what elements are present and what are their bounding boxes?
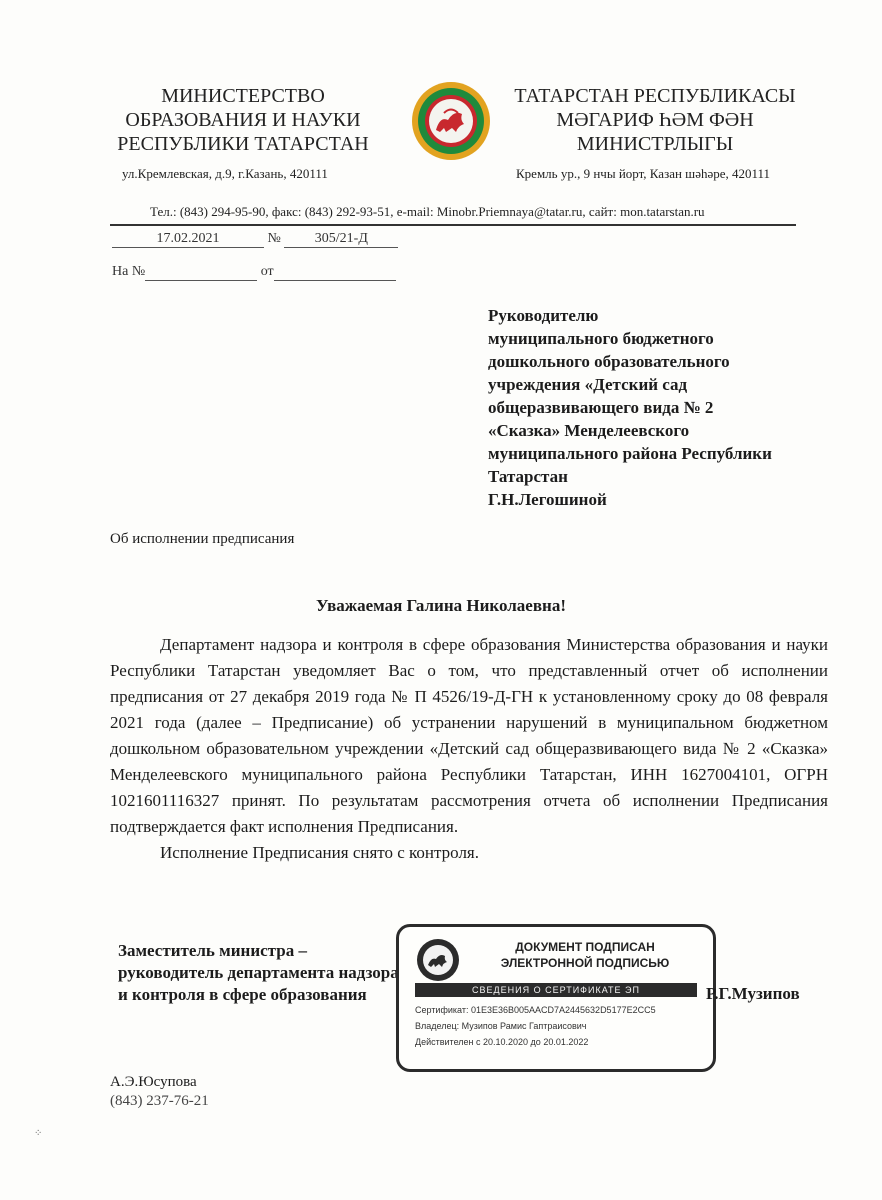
executor-name: А.Э.Юсупова [110,1074,197,1090]
stamp-title-line: ДОКУМЕНТ ПОДПИСАН [515,940,655,954]
electronic-signature-stamp [396,924,716,1072]
signatory-title-line: Заместитель министра – [118,941,307,960]
reply-date-blank [274,264,396,281]
body-paragraph: Исполнение Предписания снято с контроля. [160,843,479,862]
reply-row [112,264,396,281]
ministry-name-ru-line: ОБРАЗОВАНИЯ И НАУКИ [125,109,361,131]
signatory-title-line: и контроля в сфере образования [118,985,367,1004]
signatory-title-line: руководитель департамента надзора [118,963,399,982]
addressee-line: «Сказка» Менделеевского [488,421,690,440]
stamp-certificate: Сертификат: 01E3E36B005AACD7A2445632D5177E2CC5 [415,1005,656,1015]
addressee-line: Г.Н.Легошиной [488,490,607,509]
ministry-name-ru-line: РЕСПУБЛИКИ ТАТАРСТАН [117,133,369,155]
addressee-line: учреждения «Детский сад [488,375,688,394]
reply-from-label: от [260,264,274,279]
stamp-title [467,939,703,971]
addressee-line: дошкольного образовательного [488,352,730,371]
tatarstan-emblem-icon [410,80,492,162]
registration-number: 305/21-Д [284,231,398,248]
letter-body [110,632,828,866]
registration-row [112,231,398,248]
addressee-line: общеразвивающего вида № 2 [488,398,714,417]
ministry-name-tt-line: ТАТАРСТАН РЕСПУБЛИКАСЫ [514,85,796,107]
reply-label: На № [112,264,146,279]
ministry-name-tt [500,84,810,156]
stamp-validity: Действителен с 20.10.2020 до 20.01.2022 [415,1037,589,1047]
stamp-emblem-icon [415,937,461,983]
address-tt: Кремль ур., 9 нчы йорт, Казан шәһәре, 420111 [516,166,771,181]
salutation: Уважаемая Галина Николаевна! [316,596,566,615]
stamp-owner: Владелец: Музипов Рамис Гаптраисович [415,1021,587,1031]
reply-number-blank [145,264,257,281]
stamp-title-line: ЭЛЕКТРОННОЙ ПОДПИСЬЮ [500,956,670,970]
letter-subject: Об исполнении предписания [110,531,295,547]
addressee-line: муниципального бюджетного [488,329,714,348]
ministry-name-ru-line: МИНИСТЕРСТВО [161,85,325,107]
addressee [488,304,828,511]
addressee-line: Руководителю [488,306,599,325]
ministry-name-tt-line: МӘГАРИФ ҺӘМ ФӘН [556,109,754,131]
addressee-line: муниципального района Республики [488,444,772,463]
registration-number-label: № [267,231,281,246]
ministry-name-tt-line: МИНИСТРЛЫГЫ [576,133,734,155]
stamp-certificate-header: СВЕДЕНИЯ О СЕРТИФИКАТЕ ЭП [415,983,697,997]
header-divider [110,224,796,226]
scan-artifact: ⁘ [34,1128,43,1139]
address-ru: ул.Кремлевская, д.9, г.Казань, 420111 [122,166,328,181]
executor-phone: (843) 237-76-21 [110,1093,209,1109]
body-paragraph: Департамент надзора и контроля в сфере образования Министерства образования и науки Республики Татарстан уведомляет Вас о том, что представленный отчет об исполнении предписания от 27 декабря 2019 года № П 4526/19-Д-ГН к установленному сроку до 08 февраля 2021 года (далее – Предписание) об устранении нарушений в муниципальном бюджетном дошкольном образовательном учреждении «Детский сад общеразвивающего вида № 2 «Сказка» Менделеевского муниципального района Республики Татарстан, ИНН 1627004101, ОГРН 1021601116327 принят. По результатам рассмотрения отчета об исполнении Предписания подтверждается факт исполнения Предписания. [110,635,828,836]
ministry-name-ru [112,84,374,156]
addressee-line: Татарстан [488,467,568,486]
signatory-name: Р.Г.Музипов [706,984,800,1003]
contact-line: Тел.: (843) 294-95-90, факс: (843) 292-93-51, e-mail: Minobr.Priemnaya@tatar.ru, сайт: mon.tatarstan.ru [150,204,705,219]
registration-date: 17.02.2021 [112,231,264,248]
